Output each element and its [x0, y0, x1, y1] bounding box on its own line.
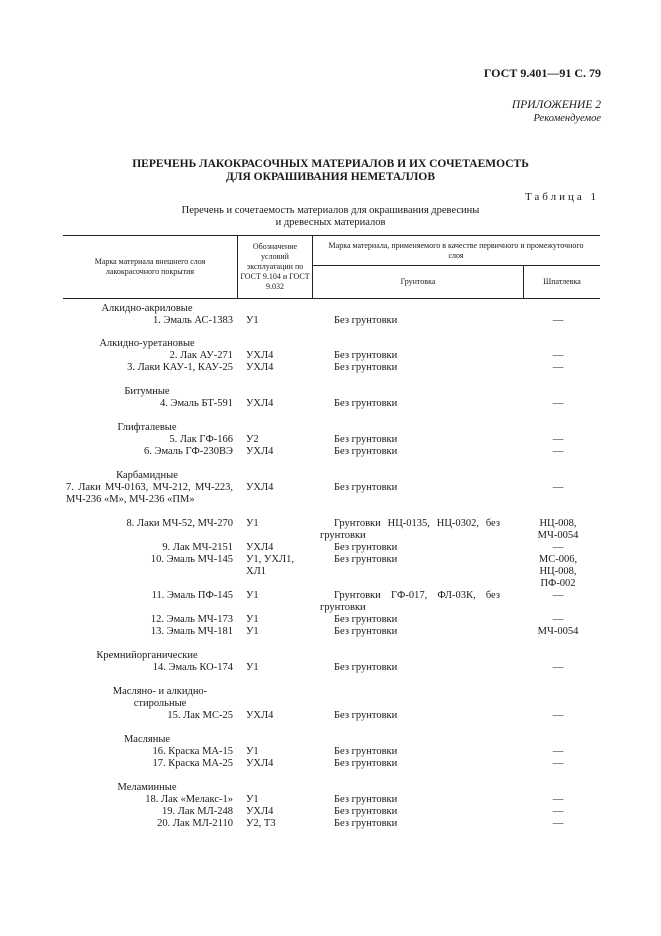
putty-cell: — — [552, 434, 564, 445]
condition-cell: У1 — [246, 590, 259, 601]
material-cell: 17. Краска МА-25 — [152, 758, 233, 769]
putty-cell: — — [552, 710, 564, 721]
material-cell: 15. Лак МС-25 — [167, 710, 233, 721]
primer-cell: Без грунтовки — [334, 398, 398, 409]
primer-cell: Без грунтовки — [334, 315, 398, 326]
putty-cell: — — [552, 482, 564, 493]
putty-cell: — — [552, 818, 564, 829]
material-cell: 13. Эмаль МЧ-181 — [150, 626, 233, 637]
material-cell: 10. Эмаль МЧ-145 — [150, 554, 233, 565]
putty-cell: — — [552, 662, 564, 673]
primer-cell: Без грунтовки — [334, 554, 398, 565]
header-material: Марка материала внешнего слоя лакокрасочного покрытия — [94, 257, 206, 276]
header-primer: Грунтовка — [400, 277, 436, 286]
putty-cell: — — [552, 806, 564, 817]
material-cell: 11. Эмаль ПФ-145 — [151, 590, 233, 601]
condition-cell: У1 — [246, 662, 259, 673]
material-group: Алкидно-уретановые — [99, 338, 195, 349]
material-cell: 7. Лаки МЧ-0163, МЧ-212, МЧ-223, МЧ-236 «М», МЧ-236 «ПМ» — [66, 482, 233, 505]
primer-cell: Без грунтовки — [334, 818, 398, 829]
condition-cell: У1 — [246, 746, 259, 757]
appendix-title: ПРИЛОЖЕНИЕ 2 — [511, 99, 601, 111]
appendix-note: Рекомендуемое — [533, 113, 601, 124]
primer-cell: Без грунтовки — [334, 626, 398, 637]
condition-cell: У1 — [246, 518, 259, 529]
condition-cell: У1 — [246, 315, 259, 326]
condition-cell: УХЛ4 — [246, 446, 274, 457]
material-group: Карбамидные — [116, 470, 178, 481]
header-conditions: Обозначение условий эксплуатации по ГОСТ 9.104 и ГОСТ 9.032 — [240, 242, 310, 291]
material-cell: 16. Краска МА-15 — [152, 746, 233, 757]
condition-cell: У1 — [246, 794, 259, 805]
condition-cell: У1, УХЛ1, ХЛ1 — [246, 554, 294, 577]
material-cell: 14. Эмаль КО-174 — [152, 662, 233, 673]
primer-cell: Грунтовки НЦ-0135, НЦ-0302, без грунтовки — [320, 518, 500, 541]
material-group: Кремнийорганические — [96, 650, 198, 661]
putty-cell: — — [552, 590, 564, 601]
material-group: Битумные — [124, 386, 170, 397]
putty-cell: — — [552, 350, 564, 361]
putty-cell: МС-006, НЦ-008, ПФ-002 — [538, 554, 578, 589]
condition-cell: УХЛ4 — [246, 542, 274, 553]
table-caption-line-2: и древесных материалов — [275, 217, 386, 228]
page-header: ГОСТ 9.401—91 С. 79 — [483, 66, 601, 80]
material-group: Меламинные — [117, 782, 177, 793]
material-cell: 9. Лак МЧ-2151 — [162, 542, 233, 553]
condition-cell: У2, Т3 — [246, 818, 276, 829]
putty-cell: — — [552, 315, 564, 326]
putty-cell: — — [552, 746, 564, 757]
condition-cell: УХЛ4 — [246, 710, 274, 721]
putty-cell: — — [552, 758, 564, 769]
putty-cell: — — [552, 614, 564, 625]
putty-cell: — — [552, 794, 564, 805]
primer-cell: Без грунтовки — [334, 710, 398, 721]
material-cell: 19. Лак МЛ-248 — [162, 806, 233, 817]
primer-cell: Без грунтовки — [334, 542, 398, 553]
material-cell: 20. Лак МЛ-2110 — [157, 818, 233, 829]
table-caption-line-1: Перечень и сочетаемость материалов для окрашивания древесины — [181, 205, 480, 216]
primer-cell: Без грунтовки — [334, 362, 398, 373]
title-line-1: ПЕРЕЧЕНЬ ЛАКОКРАСОЧНЫХ МАТЕРИАЛОВ И ИХ СОЧЕТАЕМОСТЬ — [132, 158, 529, 170]
putty-cell: — — [552, 446, 564, 457]
primer-cell: Без грунтовки — [334, 662, 398, 673]
title-line-2: ДЛЯ ОКРАШИВАНИЯ НЕМЕТАЛЛОВ — [226, 171, 435, 183]
putty-cell: — — [552, 398, 564, 409]
material-group: Масляные — [123, 734, 171, 745]
material-cell: 5. Лак ГФ-166 — [169, 434, 233, 445]
condition-cell: УХЛ4 — [246, 482, 274, 493]
condition-cell: УХЛ4 — [246, 350, 274, 361]
putty-cell: — — [552, 542, 564, 553]
material-cell: 8. Лаки МЧ-52, МЧ-270 — [126, 518, 233, 529]
primer-cell: Без грунтовки — [334, 806, 398, 817]
table-label: Таблица 1 — [524, 191, 599, 203]
header-putty: Шпатлевка — [543, 277, 581, 286]
condition-cell: УХЛ4 — [246, 398, 274, 409]
primer-cell: Без грунтовки — [334, 446, 398, 457]
primer-cell: Грунтовки ГФ-017, ФЛ-03К, без грунтовки — [320, 590, 500, 613]
condition-cell: УХЛ4 — [246, 362, 274, 373]
condition-cell: У2 — [246, 434, 259, 445]
material-cell: 3. Лаки КАУ-1, КАУ-25 — [127, 362, 233, 373]
putty-cell: НЦ-008, МЧ-0054 — [537, 518, 579, 541]
primer-cell: Без грунтовки — [334, 434, 398, 445]
primer-cell: Без грунтовки — [334, 794, 398, 805]
material-group: Алкидно-акриловые — [101, 303, 193, 314]
header-layer-group: Марка материала, применяемого в качестве первичного и промежуточного слоя — [328, 240, 584, 260]
condition-cell: УХЛ4 — [246, 806, 274, 817]
material-cell: 2. Лак АУ-271 — [169, 350, 233, 361]
primer-cell: Без грунтовки — [334, 482, 398, 493]
material-cell: 12. Эмаль МЧ-173 — [150, 614, 233, 625]
condition-cell: У1 — [246, 626, 259, 637]
material-cell: 18. Лак «Мелакс-1» — [145, 794, 233, 805]
primer-cell: Без грунтовки — [334, 758, 398, 769]
putty-cell: МЧ-0054 — [537, 626, 579, 637]
material-group: Масляно- и алкидно-стирольные — [112, 686, 208, 709]
condition-cell: У1 — [246, 614, 259, 625]
material-cell: 6. Эмаль ГФ-230ВЭ — [144, 446, 233, 457]
material-group: Глифталевые — [117, 422, 177, 433]
material-cell: 4. Эмаль БТ-591 — [160, 398, 233, 409]
putty-cell: — — [552, 362, 564, 373]
primer-cell: Без грунтовки — [334, 746, 398, 757]
primer-cell: Без грунтовки — [334, 350, 398, 361]
primer-cell: Без грунтовки — [334, 614, 398, 625]
material-cell: 1. Эмаль АС-1383 — [153, 315, 233, 326]
condition-cell: УХЛ4 — [246, 758, 274, 769]
